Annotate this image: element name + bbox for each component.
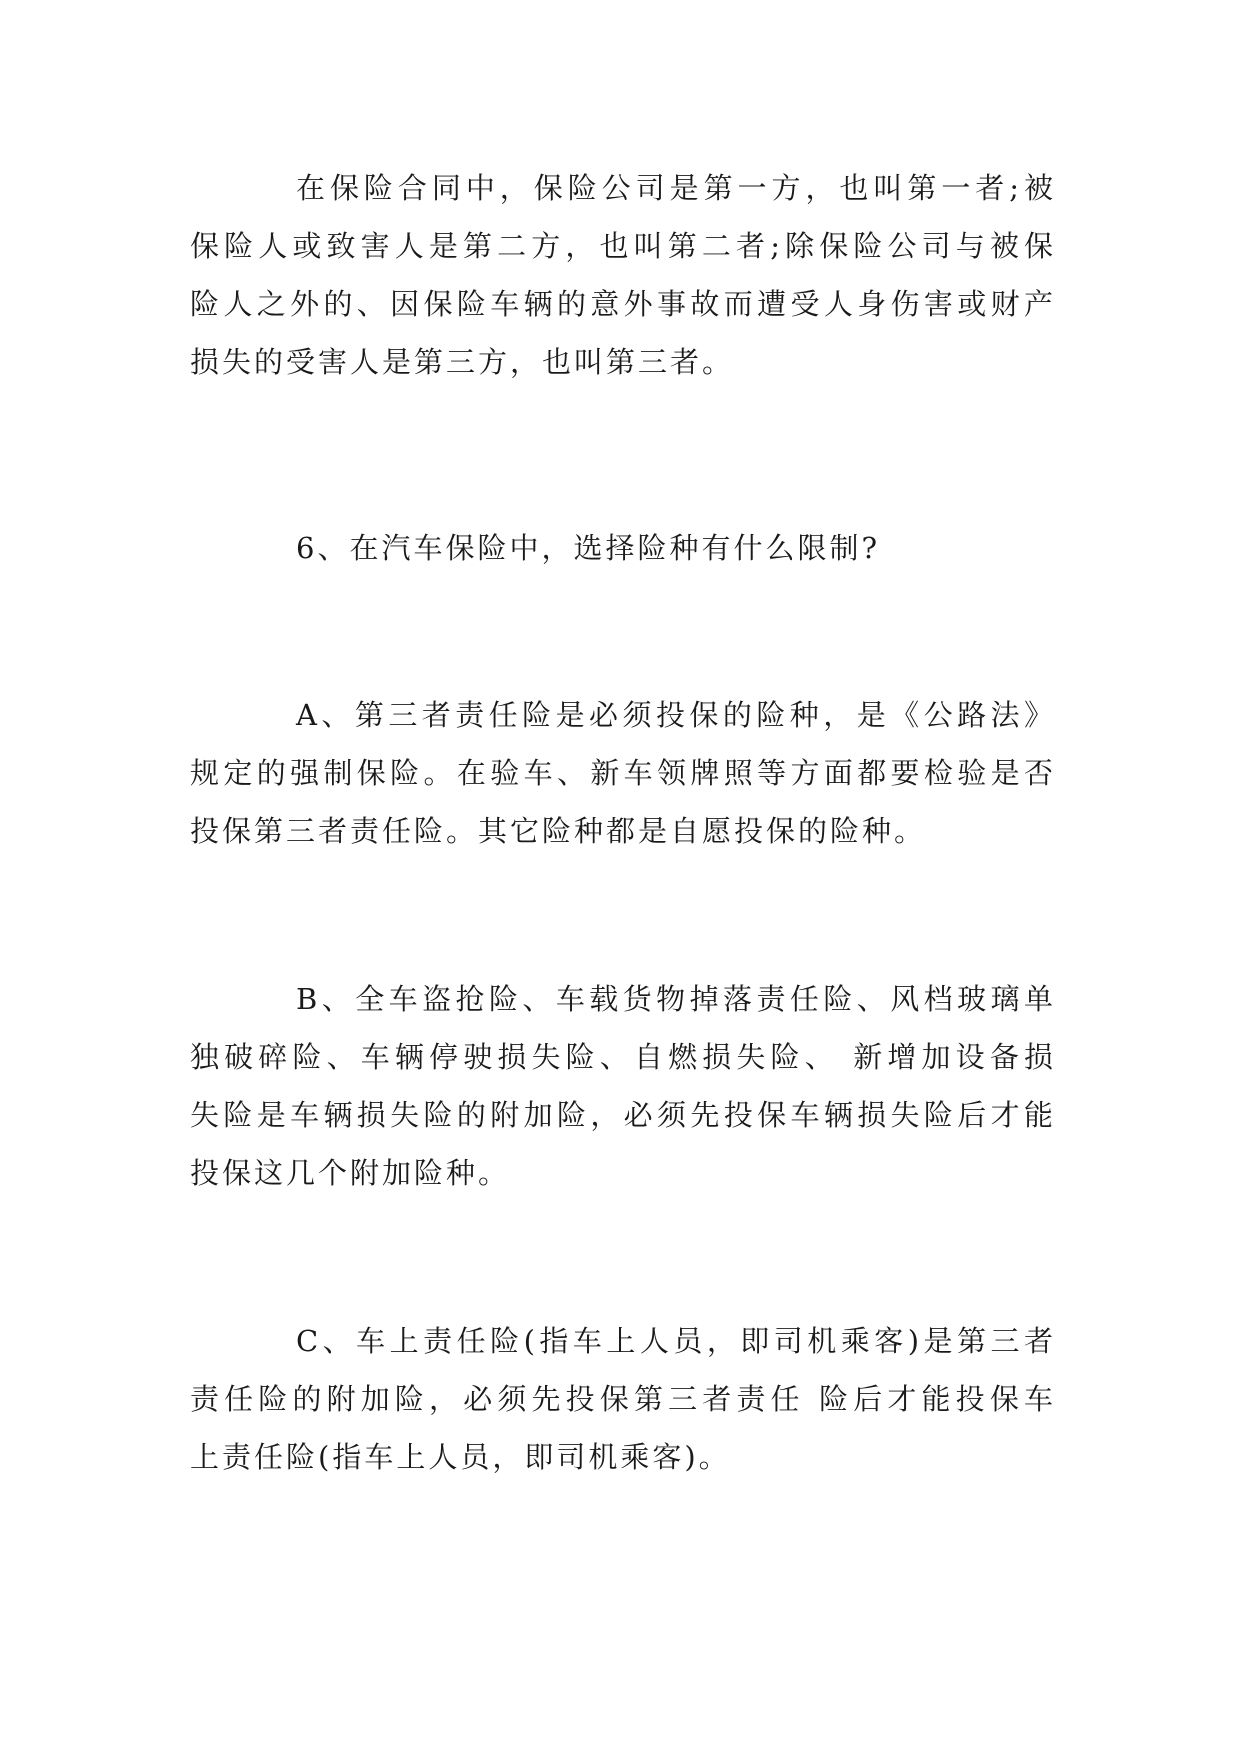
paragraph-third-party-definition — [190, 159, 1056, 391]
text-line: 在保险合同中，保险公司是第一方，也叫第一者;被 — [296, 171, 1056, 205]
text-line: 规定的强制保险。在验车、新车领牌照等方面都要检验是否 — [190, 756, 1056, 790]
text-line: 投保第三者责任险。其它险种都是自愿投保的险种。 — [190, 814, 927, 848]
text-line: 6、在汽车保险中，选择险种有什么限制? — [296, 531, 880, 565]
paragraph-answer-b — [190, 970, 1056, 1202]
text-line: 上责任险(指车上人员，即司机乘客)。 — [190, 1440, 731, 1474]
text-line: 损失的受害人是第三方，也叫第三者。 — [190, 345, 735, 379]
text-line: 保险人或致害人是第二方，也叫第二者;除保险公司与被保 — [190, 229, 1056, 263]
text-line: 险人之外的、因保险车辆的意外事故而遭受人身伤害或财产 — [190, 287, 1056, 321]
paragraph-answer-c — [190, 1312, 1056, 1486]
text-line: C、车上责任险(指车上人员，即司机乘客)是第三者 — [296, 1324, 1056, 1358]
text-line: 失险是车辆损失险的附加险，必须先投保车辆损失险后才能 — [190, 1098, 1056, 1132]
text-line: B、全车盗抢险、车载货物掉落责任险、风档玻璃单 — [296, 982, 1056, 1016]
text-line: 责任险的附加险，必须先投保第三者责任 险后才能投保车 — [190, 1382, 1056, 1416]
text-line: 独破碎险、车辆停驶损失险、自燃损失险、 新增加设备损 — [190, 1040, 1056, 1074]
text-line: 投保这几个附加险种。 — [190, 1156, 511, 1190]
question-heading — [190, 519, 1056, 577]
text-line: A、第三者责任险是必须投保的险种，是《公路法》 — [296, 698, 1056, 732]
paragraph-answer-a — [190, 686, 1056, 860]
